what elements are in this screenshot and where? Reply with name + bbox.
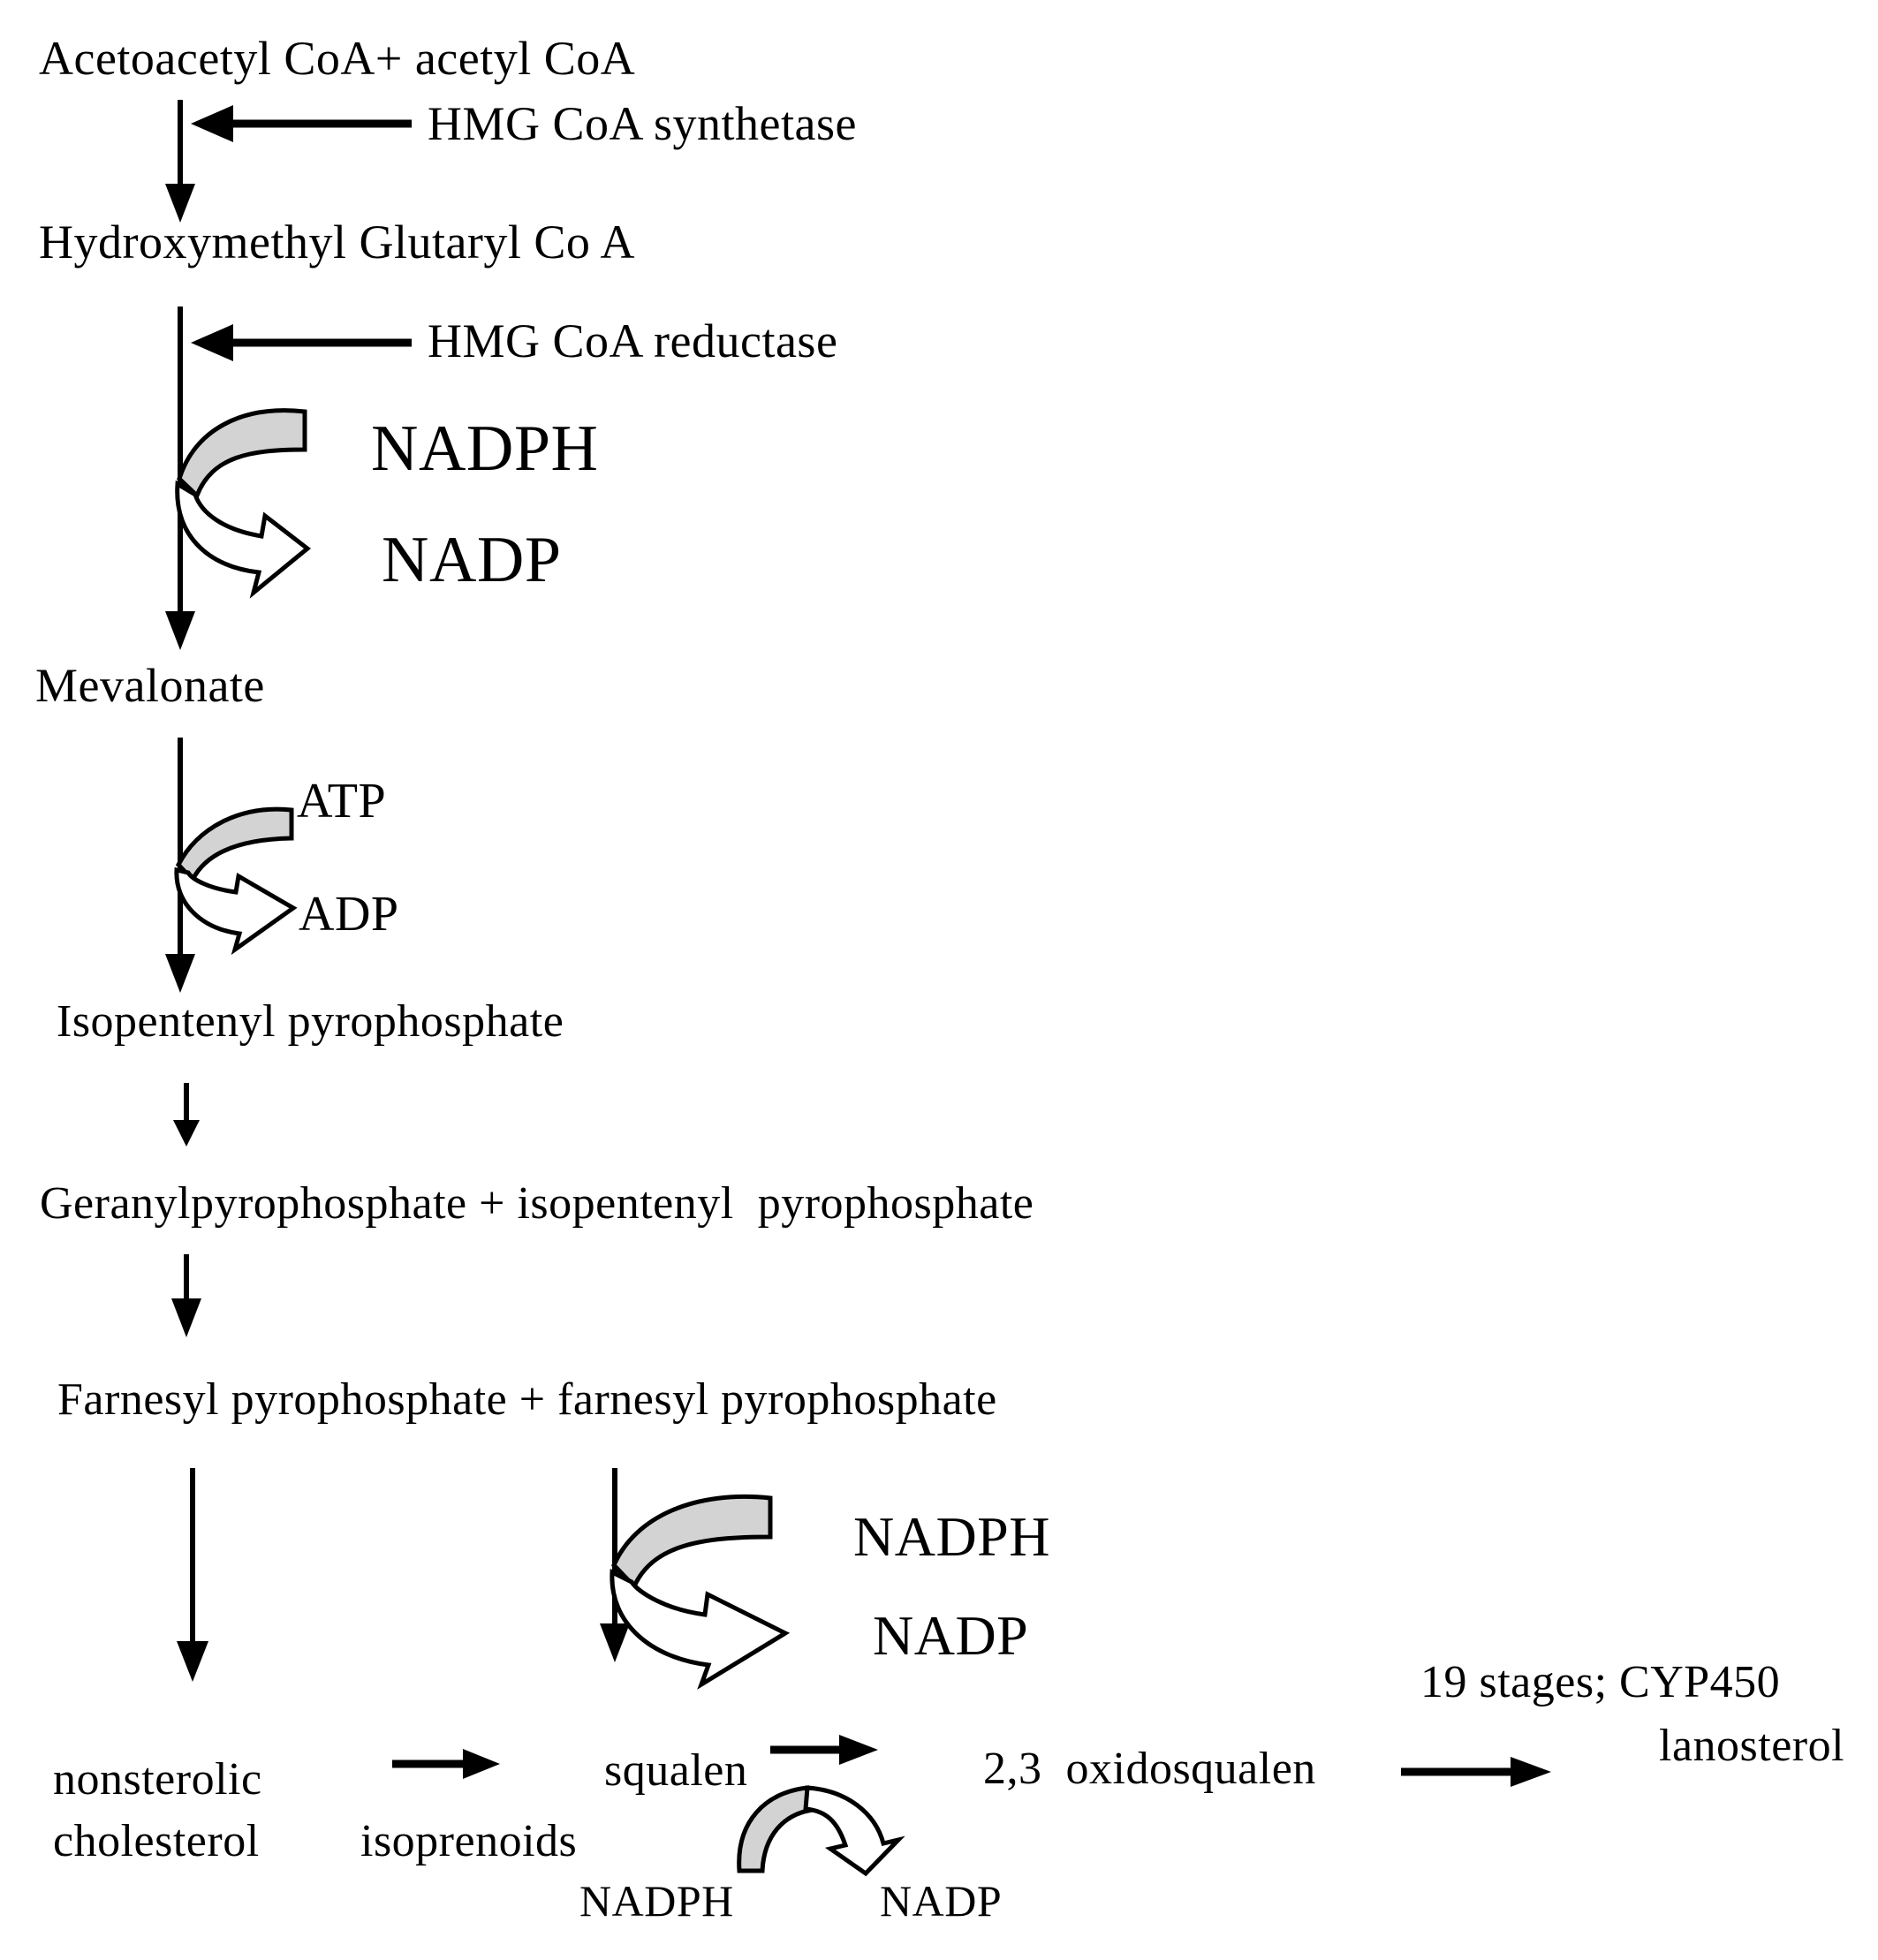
cofactor-nadph-squalene-synthase: NADPH <box>853 1505 1050 1568</box>
cofactor-nadph-reductase: NADPH <box>371 412 599 485</box>
branch-arrow-farnesyl-to-nonsterolic <box>177 1468 208 1682</box>
enzyme-hmg-coa-reductase: HMG CoA reductase <box>428 314 838 367</box>
node-farnesyl-pyrophosphate: Farnesyl pyrophosphate + farnesyl pyrophosphate <box>57 1374 997 1425</box>
cofactor-nadp-epoxidase: NADP <box>880 1876 1003 1926</box>
enzyme-hmg-coa-synthetase: HMG CoA synthetase <box>428 97 857 150</box>
cofactor-atp: ATP <box>297 774 387 829</box>
enzyme-arrow-hmg-synthetase <box>191 105 412 142</box>
flow-arrow-geranyl-to-farnesyl <box>171 1254 201 1337</box>
flow-arrow-squalene-to-oxidosqualene <box>770 1735 878 1765</box>
flow-arrow-nonsterolic-to-squalene <box>392 1749 500 1779</box>
node-lanosterol: lanosterol <box>1659 1721 1845 1771</box>
ribbon-gray-in-icon <box>739 1788 813 1871</box>
node-nonsterolic: nonsterolic <box>53 1754 262 1805</box>
ribbon-gray-in-icon <box>178 809 292 880</box>
ribbon-white-out-icon <box>806 1788 898 1873</box>
node-geranylpyrophosphate: Geranylpyrophosphate + isopentenyl pyrophosphate <box>40 1178 1034 1229</box>
cofactor-ribbon-epoxidase <box>739 1788 898 1873</box>
cofactor-ribbon-squalene-synthase <box>612 1496 785 1684</box>
flow-arrow-isopentenyl-to-geranyl <box>173 1083 200 1146</box>
node-cholesterol: cholesterol <box>53 1816 260 1866</box>
cofactor-nadph-epoxidase: NADPH <box>579 1876 734 1926</box>
node-mevalonate: Mevalonate <box>35 659 265 712</box>
enzyme-19-stages-cyp450: 19 stages; CYP450 <box>1420 1657 1781 1707</box>
ribbon-gray-in-icon <box>614 1496 770 1586</box>
node-hydroxymethyl-glutaryl-coa: Hydroxymethyl Glutaryl Co A <box>39 216 635 269</box>
cofactor-ribbon-reductase <box>178 411 307 593</box>
ribbon-gray-in-icon <box>179 411 305 496</box>
flow-arrow-oxidosqualene-to-lanosterol <box>1401 1757 1551 1787</box>
node-isopentenyl-pyrophosphate: Isopentenyl pyrophosphate <box>57 996 564 1047</box>
cofactor-nadp-reductase: NADP <box>382 524 562 596</box>
ribbon-white-out-icon <box>177 870 293 950</box>
node-23-oxidosqualene: 2,3 oxidosqualen <box>983 1744 1316 1794</box>
node-squalene: squalen <box>604 1745 748 1796</box>
cofactor-adp: ADP <box>299 887 399 942</box>
ribbon-white-out-icon <box>612 1572 785 1684</box>
cofactor-nadp-squalene-synthase: NADP <box>873 1604 1029 1667</box>
node-acetoacetyl-coa: Acetoacetyl CoA+ acetyl CoA <box>39 32 636 85</box>
node-isoprenoids: isoprenoids <box>360 1816 578 1866</box>
enzyme-arrow-hmg-reductase <box>191 324 412 361</box>
ribbon-white-out-icon <box>178 484 307 593</box>
cofactor-ribbon-kinase <box>177 809 293 950</box>
flow-arrow-acetoacetyl-to-hmg <box>165 100 195 223</box>
